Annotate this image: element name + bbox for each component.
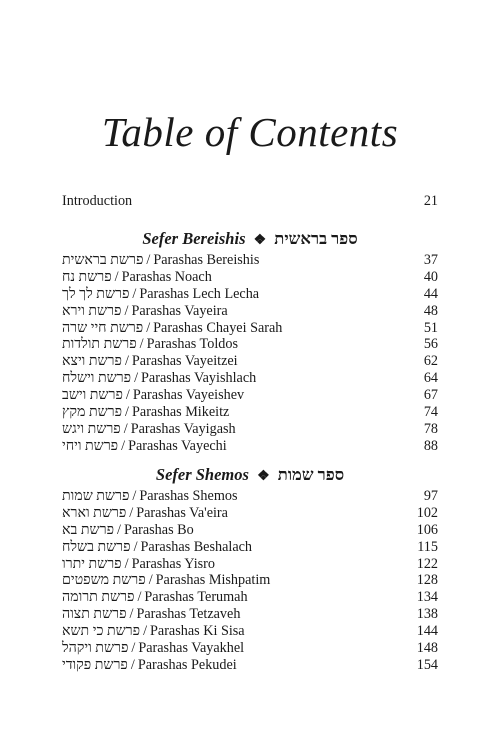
entry-title [62, 438, 227, 455]
toc-entry [62, 370, 438, 387]
entry-english: Parashas Tetzaveh [136, 606, 241, 623]
entry-english: Parashas Bereishis [153, 252, 260, 268]
entry-separator: / [131, 640, 136, 657]
toc-entry [62, 556, 438, 573]
entry-separator: / [114, 268, 119, 285]
entry-page: 64 [423, 370, 438, 387]
entry-title [62, 286, 259, 303]
entry-title [62, 657, 237, 674]
entry-page: 62 [423, 353, 438, 370]
entry-hebrew: פרשת לך לך [62, 285, 130, 302]
entry-english: Parashas Toldos [146, 336, 238, 353]
toc-entry [62, 353, 438, 370]
entry-page: 106 [416, 521, 438, 538]
section-title-he: ספר שמות [277, 465, 345, 484]
toc-entry [62, 286, 438, 303]
entry-hebrew: פרשת בראשית [62, 252, 144, 268]
entry-separator: / [121, 437, 126, 454]
toc-entry [62, 269, 438, 286]
toc-entry [62, 252, 438, 269]
entry-hebrew: פרשת מקץ [62, 404, 123, 421]
entry-page: 74 [423, 404, 438, 421]
toc-entry [62, 657, 438, 674]
entry-english: Parashas Vayigash [130, 420, 236, 437]
entry-title [62, 539, 252, 556]
entry-page: 138 [416, 606, 438, 623]
entry-english: Parashas Bo [123, 521, 194, 538]
entry-separator: / [143, 623, 148, 640]
entry-hebrew: פרשת שמות [62, 488, 130, 504]
entry-page: 67 [423, 387, 438, 404]
entry-title [62, 522, 194, 539]
entry-hebrew: פרשת נח [62, 268, 112, 285]
entry-hebrew: פרשת וישב [62, 387, 123, 404]
entry-separator: / [148, 572, 153, 589]
toc-list-bereishis [62, 252, 438, 455]
entry-page: 115 [417, 538, 438, 555]
entry-separator: / [146, 319, 151, 336]
toc-entry [62, 438, 438, 455]
entry-separator: / [139, 336, 144, 353]
entry-page: 56 [423, 336, 438, 353]
entry-separator: / [125, 387, 130, 404]
entry-title [62, 252, 259, 269]
toc-entry [62, 522, 438, 539]
entry-hebrew: פרשת וירא [62, 302, 122, 319]
entry-separator: / [132, 488, 137, 504]
entry-page: 134 [416, 589, 438, 606]
entry-separator: / [130, 656, 135, 673]
entry-english: Parashas Beshalach [140, 538, 253, 555]
entry-separator: / [137, 589, 142, 606]
entry-title [62, 606, 240, 623]
entry-page: 97 [423, 488, 438, 504]
entry-separator: / [129, 504, 134, 521]
introduction-row [62, 193, 438, 210]
entry-title [62, 421, 236, 438]
entry-english: Parashas Pekudei [137, 656, 237, 673]
entry-title [62, 269, 212, 286]
entry-hebrew: פרשת ויגש [62, 420, 121, 437]
entry-hebrew: פרשת כי תשא [62, 623, 141, 640]
entry-hebrew: פרשת בשלח [62, 538, 131, 555]
entry-hebrew: פרשת חיי שרה [62, 319, 144, 336]
introduction-page: 21 [423, 193, 438, 209]
entry-english: Parashas Vayeishev [132, 387, 245, 404]
entry-hebrew: פרשת תולדות [62, 336, 137, 353]
ornament-icon: ❖ [253, 233, 267, 248]
entry-english: Parashas Vayechi [128, 437, 227, 454]
entry-title [62, 404, 229, 421]
entry-page: 144 [416, 623, 438, 640]
toc-entry [62, 421, 438, 438]
entry-title [62, 589, 248, 606]
entry-title [62, 505, 228, 522]
entry-title [62, 387, 244, 404]
entry-separator: / [129, 606, 134, 623]
entry-hebrew: פרשת בא [62, 521, 114, 538]
entry-title [62, 320, 282, 337]
entry-english: Parashas Vayeitzei [131, 353, 238, 370]
entry-page: 51 [423, 319, 438, 336]
entry-title [62, 303, 228, 320]
toc-entry [62, 303, 438, 320]
entry-english: Parashas Chayei Sarah [153, 319, 283, 336]
entry-separator: / [117, 521, 121, 538]
entry-hebrew: פרשת תצוה [62, 606, 127, 623]
entry-english: Parashas Vayakhel [138, 640, 245, 657]
entry-separator: / [124, 353, 129, 370]
entry-hebrew: פרשת ויחי [62, 437, 119, 454]
entry-hebrew: פרשת פקודי [62, 656, 128, 673]
entry-page: 102 [416, 504, 438, 521]
entry-english: Parashas Terumah [144, 589, 248, 606]
entry-hebrew: פרשת ויצא [62, 353, 122, 370]
entry-page: 48 [423, 302, 438, 319]
entry-hebrew: פרשת וארא [62, 504, 127, 521]
entry-english: Parashas Noach [121, 268, 212, 285]
entry-page: 148 [416, 640, 438, 657]
section-title-en: Sefer Bereishis [142, 229, 246, 248]
introduction-label: Introduction [62, 193, 133, 209]
entry-english: Parashas Yisro [131, 555, 215, 572]
entry-separator: / [134, 370, 139, 387]
entry-page: 128 [416, 572, 438, 589]
entry-separator: / [146, 252, 151, 268]
entry-english: Parashas Mishpatim [155, 572, 271, 589]
toc-entry [62, 539, 438, 556]
entry-english: Parashas Vayeira [131, 302, 228, 319]
toc-list-shemos [62, 488, 438, 674]
entry-separator: / [124, 555, 129, 572]
toc-entry [62, 488, 438, 505]
toc-entry [62, 387, 438, 404]
entry-page: 154 [416, 656, 438, 673]
entry-english: Parashas Shemos [139, 488, 238, 504]
entry-english: Parashas Vayishlach [141, 370, 257, 387]
ornament-icon: ❖ [257, 469, 270, 484]
entry-page: 40 [423, 268, 438, 285]
entry-separator: / [123, 420, 128, 437]
entry-page: 88 [423, 437, 438, 454]
entry-title [62, 623, 245, 640]
toc-entry [62, 589, 438, 606]
toc-entry [62, 505, 438, 522]
entry-english: Parashas Ki Sisa [150, 623, 245, 640]
section-title-en: Sefer Shemos [155, 465, 249, 484]
entry-hebrew: פרשת יתרו [62, 555, 122, 572]
entry-separator: / [124, 302, 129, 319]
toc-entry [62, 336, 438, 353]
toc-entry [62, 606, 438, 623]
entry-page: 78 [423, 420, 438, 437]
entry-title [62, 370, 256, 387]
entry-page: 44 [423, 285, 438, 302]
toc-entry [62, 404, 438, 421]
section-heading-shemos [0, 465, 500, 485]
entry-title [62, 556, 215, 573]
entry-separator: / [132, 285, 137, 302]
entry-page: 37 [423, 252, 438, 268]
entry-title [62, 353, 238, 370]
toc-entry [62, 640, 438, 657]
entry-english: Parashas Mikeitz [132, 404, 230, 421]
entry-page: 122 [416, 555, 438, 572]
toc-entry [62, 320, 438, 337]
section-heading-bereishis [0, 229, 500, 249]
entry-separator: / [133, 538, 138, 555]
toc-entry [62, 623, 438, 640]
entry-title [62, 640, 244, 657]
entry-hebrew: פרשת תרומה [62, 589, 135, 606]
entry-english: Parashas Va'eira [136, 504, 228, 521]
entry-hebrew: פרשת וישלח [62, 370, 132, 387]
entry-title [62, 572, 270, 589]
entry-hebrew: פרשת משפטים [62, 572, 146, 589]
entry-hebrew: פרשת ויקהל [62, 640, 129, 657]
page-title: Table of Contents [101, 109, 399, 155]
entry-separator: / [125, 404, 129, 421]
entry-english: Parashas Lech Lecha [139, 285, 260, 302]
entry-title [62, 488, 237, 505]
entry-title [62, 336, 238, 353]
section-title-he: ספר בראשית [274, 229, 358, 248]
toc-entry [62, 572, 438, 589]
